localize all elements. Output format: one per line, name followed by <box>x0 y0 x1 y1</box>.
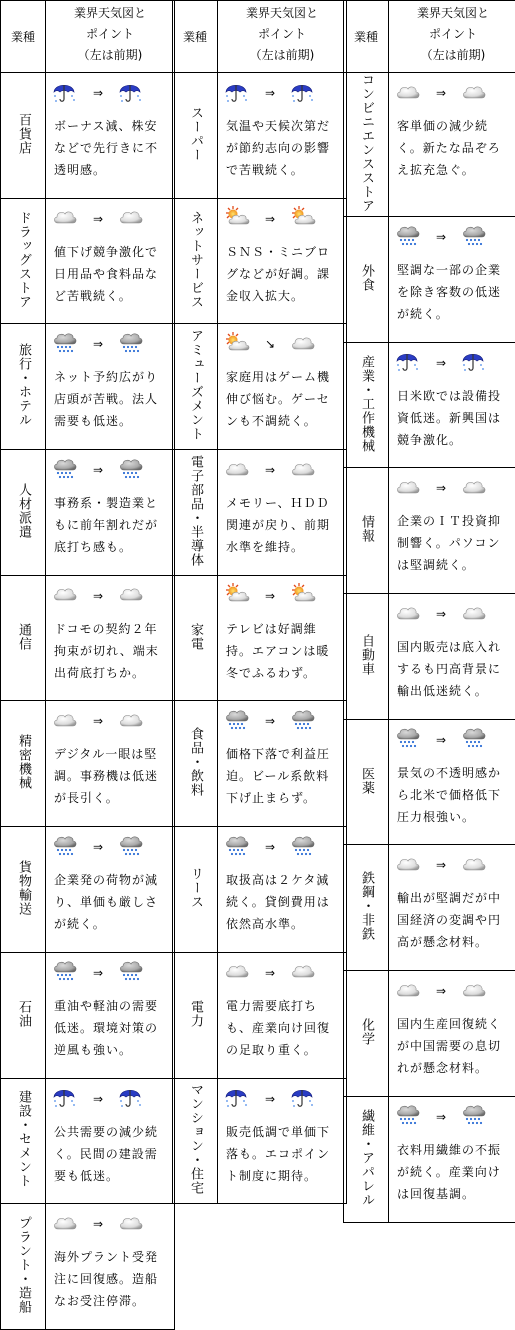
umbrella-icon <box>290 1085 316 1112</box>
forecast-cell <box>218 827 347 953</box>
industry-header: 業種 <box>173 1 218 73</box>
forecast-cell <box>46 450 175 576</box>
rain-icon <box>118 834 144 861</box>
industry-name-text: プラント・造船 <box>14 1216 32 1314</box>
forecast-cell <box>46 73 175 199</box>
industry-name-text: 食品・飲料 <box>186 727 204 797</box>
forecast-description: 輸出が堅調だが中国経済の変調や円高が懸念材料。 <box>389 885 515 953</box>
suncloud-icon <box>224 582 250 609</box>
rain-icon <box>52 959 78 986</box>
industry-name <box>173 1078 218 1204</box>
trend-arrow: ⇒ <box>421 984 461 998</box>
industry-name-text: 化学 <box>357 1018 375 1046</box>
industry-name <box>173 827 218 953</box>
forecast-cell <box>46 827 175 953</box>
rain-icon <box>395 1103 421 1130</box>
weather-trend <box>218 701 346 741</box>
trend-arrow: ⇒ <box>78 714 118 728</box>
forecast-cell <box>46 952 175 1078</box>
trend-arrow: ⇒ <box>421 86 461 100</box>
forecast-description: 景気の不透明感から北米で価格低下圧力根強い。 <box>389 760 515 828</box>
cloud-icon <box>224 457 250 484</box>
point-header-line-1: 業界天気図と <box>389 3 515 24</box>
trend-arrow: ⇒ <box>250 589 290 603</box>
forecast-description: ドコモの契約２年拘束が切れ、端末出荷底打ちか。 <box>46 616 174 684</box>
forecast-description: 気温や天候次第だが節約志向の影響で苦戦続く。 <box>218 113 346 181</box>
forecast-description: 堅調な一部の企業を除き客数の低迷が続く。 <box>389 257 515 325</box>
rain-icon <box>395 726 421 753</box>
umbrella-icon <box>52 80 78 107</box>
industry-name <box>173 701 218 827</box>
forecast-description: 衣料用繊維の不振が続く。産業向けは回復基調。 <box>389 1137 515 1205</box>
trend-arrow: ⇒ <box>250 966 290 980</box>
weather-trend <box>46 827 174 867</box>
industry-name-text: 精密機械 <box>14 734 32 790</box>
table-row <box>173 575 347 701</box>
rain-icon <box>461 1103 487 1130</box>
weather-trend <box>389 73 515 113</box>
weather-trend <box>389 720 515 760</box>
table-row <box>1 701 175 827</box>
forecast-cell <box>218 952 347 1078</box>
rain-icon <box>224 708 250 735</box>
forecast-description: 企業のＩＴ投資抑制響く。パソコンは堅調続く。 <box>389 508 515 576</box>
umbrella-icon <box>118 1085 144 1112</box>
forecast-cell <box>218 73 347 199</box>
rain-icon <box>395 224 421 251</box>
industry-name <box>1 73 46 199</box>
industry-name-text: アミューズメント <box>186 329 204 441</box>
header-row <box>173 1 347 73</box>
rain-icon <box>118 331 144 358</box>
industry-name-text: 外食 <box>357 264 375 292</box>
industry-name <box>173 450 218 576</box>
industry-name-text: 医薬 <box>357 767 375 795</box>
point-header <box>46 1 175 73</box>
forecast-cell <box>218 701 347 827</box>
point-header-line-1: 業界天気図と <box>46 3 174 24</box>
point-header-line-3: （左は前期) <box>389 45 515 66</box>
forecast-cell <box>389 845 515 971</box>
forecast-description: 国内生産回復続くが中国需要の息切れが懸念材料。 <box>389 1011 515 1079</box>
trend-arrow: ⇒ <box>250 714 290 728</box>
rain-icon <box>461 224 487 251</box>
cloud-icon <box>52 708 78 735</box>
table-row <box>344 73 515 217</box>
weather-trend <box>218 450 346 490</box>
forecast-cell <box>389 468 515 594</box>
forecast-description: 国内販売は底入れするも円高背景に輸出低迷続く。 <box>389 634 515 702</box>
forecast-description: 家庭用はゲーム機伸び悩む。ゲーセンも不調続く。 <box>218 364 346 432</box>
forecast-description: 客単価の減少続く。新たな品ぞろえ拡充急ぐ。 <box>389 113 515 181</box>
table-row <box>1 450 175 576</box>
table-row <box>344 342 515 468</box>
weather-trend <box>389 845 515 885</box>
cloud-icon <box>290 959 316 986</box>
trend-arrow: ⇒ <box>421 858 461 872</box>
trend-arrow: ⇒ <box>421 356 461 370</box>
industry-name <box>173 575 218 701</box>
table-row <box>344 971 515 1097</box>
table-row <box>173 827 347 953</box>
table-row <box>173 324 347 450</box>
table-row <box>344 1096 515 1222</box>
cloud-icon <box>461 80 487 107</box>
forecast-cell <box>218 1078 347 1204</box>
cloud-icon <box>395 475 421 502</box>
forecast-description: 企業発の荷物が減り、単価も厳しさが続く。 <box>46 867 174 935</box>
point-header-line-3: （左は前期) <box>218 45 346 66</box>
forecast-description: 日米欧では設備投資低迷。新興国は競争激化。 <box>389 383 515 451</box>
forecast-description: 価格下落で利益圧迫。ビール系飲料下げ止まらず。 <box>218 741 346 809</box>
column-block-3 <box>343 0 515 1223</box>
industry-name-text: 百貨店 <box>14 113 32 155</box>
rain-icon <box>52 457 78 484</box>
industry-name <box>173 73 218 199</box>
weather-trend <box>218 827 346 867</box>
table-row <box>344 845 515 971</box>
forecast-description: デジタル一眼は堅調。事務機は低迷が長引く。 <box>46 741 174 809</box>
trend-arrow: ⇒ <box>421 230 461 244</box>
table-row <box>344 217 515 343</box>
trend-arrow: ↘ <box>250 337 290 351</box>
weather-trend <box>46 199 174 239</box>
industry-name-text: 産業・工作機械 <box>357 355 375 453</box>
table-row <box>1 575 175 701</box>
cloud-icon <box>290 457 316 484</box>
industry-name <box>1 575 46 701</box>
forecast-description: メモリー、ＨＤＤ関連が戻り、前期水準を維持。 <box>218 490 346 558</box>
trend-arrow: ⇒ <box>250 840 290 854</box>
cloud-icon <box>118 708 144 735</box>
rain-icon <box>290 834 316 861</box>
industry-name <box>344 719 389 845</box>
industry-header: 業種 <box>344 1 389 73</box>
forecast-description: ＳＮＳ・ミニブログなどが好調。課金収入拡大。 <box>218 239 346 307</box>
table-row <box>173 450 347 576</box>
trend-arrow: ⇒ <box>421 481 461 495</box>
industry-name <box>1 1204 46 1330</box>
weather-trend <box>46 324 174 364</box>
trend-arrow: ⇒ <box>78 1217 118 1231</box>
weather-trend <box>46 953 174 993</box>
forecast-cell <box>46 198 175 324</box>
point-header-line-3: （左は前期) <box>46 45 174 66</box>
forecast-cell <box>218 450 347 576</box>
trend-arrow: ⇒ <box>250 463 290 477</box>
cloud-icon <box>52 582 78 609</box>
forecast-description: 販売低調で単価下落も。エコポイント制度に期待。 <box>218 1119 346 1187</box>
cloud-icon <box>395 80 421 107</box>
industry-name-text: 人材派遣 <box>14 483 32 539</box>
rain-icon <box>52 331 78 358</box>
forecast-cell <box>218 198 347 324</box>
table-row <box>173 952 347 1078</box>
suncloud-icon <box>290 205 316 232</box>
cloud-icon <box>395 601 421 628</box>
trend-arrow: ⇒ <box>421 607 461 621</box>
table-row <box>1 1078 175 1204</box>
industry-name-text: 貨物輸送 <box>14 860 32 916</box>
industry-name-text: 情報 <box>357 515 375 543</box>
trend-arrow: ⇒ <box>78 966 118 980</box>
umbrella-icon <box>395 349 421 376</box>
column-block-2 <box>172 0 347 1204</box>
forecast-description: 値下げ競争激化で日用品や食料品など苦戦続く。 <box>46 239 174 307</box>
industry-name-text: ドラッグストア <box>14 211 32 309</box>
point-header <box>389 1 515 73</box>
rain-icon <box>224 834 250 861</box>
umbrella-icon <box>224 80 250 107</box>
trend-arrow: ⇒ <box>78 86 118 100</box>
rain-icon <box>118 457 144 484</box>
umbrella-icon <box>290 80 316 107</box>
industry-name <box>344 594 389 720</box>
point-header-line-2: ポイント <box>46 24 174 45</box>
table-row <box>344 468 515 594</box>
industry-name-text: 旅行・ホテル <box>14 343 32 427</box>
weather-trend <box>389 1097 515 1137</box>
weather-trend <box>389 971 515 1011</box>
weather-trend <box>46 450 174 490</box>
industry-name <box>1 1078 46 1204</box>
cloud-icon <box>395 852 421 879</box>
industry-name <box>344 1096 389 1222</box>
trend-arrow: ⇒ <box>78 337 118 351</box>
forecast-cell <box>389 73 515 217</box>
industry-name-text: 繊維・アパレル <box>357 1109 375 1207</box>
trend-arrow: ⇒ <box>250 86 290 100</box>
forecast-description: 取扱高は２ケタ減続く。貸倒費用は依然高水準。 <box>218 867 346 935</box>
table-row <box>173 1078 347 1204</box>
table-row <box>1 827 175 953</box>
cloud-icon <box>461 852 487 879</box>
industry-name <box>173 952 218 1078</box>
weather-trend <box>46 1204 174 1244</box>
forecast-description: ボーナス減、株安などで先行きに不透明感。 <box>46 113 174 181</box>
forecast-cell <box>46 575 175 701</box>
trend-arrow: ⇒ <box>421 733 461 747</box>
forecast-description: 重油や軽油の需要低迷。環境対策の逆風も強い。 <box>46 993 174 1061</box>
table-row <box>344 594 515 720</box>
industry-name-text: 電力 <box>186 1000 204 1028</box>
cloud-icon <box>290 331 316 358</box>
industry-name-text: 電子部品・半導体 <box>186 455 204 567</box>
rain-icon <box>52 834 78 861</box>
cloud-icon <box>118 205 144 232</box>
point-header-line-2: ポイント <box>389 24 515 45</box>
weather-trend <box>389 594 515 634</box>
industry-name <box>1 827 46 953</box>
industry-name <box>344 342 389 468</box>
forecast-description: 電力需要底打ちも、産業向け回復の足取り重く。 <box>218 993 346 1061</box>
cloud-icon <box>461 601 487 628</box>
industry-name <box>1 952 46 1078</box>
forecast-cell <box>389 1096 515 1222</box>
industry-name <box>173 198 218 324</box>
forecast-cell <box>46 1204 175 1330</box>
header-row <box>1 1 175 73</box>
industry-name-text: 家電 <box>186 623 204 651</box>
trend-arrow: ⇒ <box>250 1092 290 1106</box>
industry-name-text: リース <box>186 867 204 909</box>
weather-trend <box>218 324 346 364</box>
table-row <box>344 719 515 845</box>
weather-trend <box>218 73 346 113</box>
forecast-cell <box>389 719 515 845</box>
point-header-line-2: ポイント <box>218 24 346 45</box>
table-row <box>173 701 347 827</box>
rain-icon <box>118 959 144 986</box>
weather-trend <box>46 701 174 741</box>
forecast-description: ネット予約広がり店頭が苦戦。法人需要も低迷。 <box>46 364 174 432</box>
table-row <box>1 1204 175 1330</box>
umbrella-icon <box>461 349 487 376</box>
forecast-description: 海外プラント受発注に回復感。造船なお受注停滞。 <box>46 1244 174 1312</box>
industry-name-text: ネットサービス <box>186 211 204 309</box>
weather-trend <box>389 217 515 257</box>
weather-trend <box>218 576 346 616</box>
cloud-icon <box>52 205 78 232</box>
weather-trend <box>389 468 515 508</box>
industry-name <box>344 971 389 1097</box>
industry-name-text: スーパー <box>186 106 204 162</box>
forecast-cell <box>218 575 347 701</box>
table-row <box>1 952 175 1078</box>
table-row <box>1 73 175 199</box>
forecast-cell <box>46 324 175 450</box>
industry-name-text: 通信 <box>14 623 32 651</box>
forecast-cell <box>46 1078 175 1204</box>
industry-name <box>344 468 389 594</box>
industry-name-text: コンビニエンスストア <box>357 73 375 213</box>
industry-name <box>1 701 46 827</box>
suncloud-icon <box>224 331 250 358</box>
header-row <box>344 1 515 73</box>
table-row <box>173 198 347 324</box>
industry-name <box>344 217 389 343</box>
industry-header: 業種 <box>1 1 46 73</box>
umbrella-icon <box>52 1085 78 1112</box>
industry-name <box>344 845 389 971</box>
forecast-cell <box>389 971 515 1097</box>
point-header <box>218 1 347 73</box>
forecast-description: テレビは好調維持。エアコンは暖冬でふるわず。 <box>218 616 346 684</box>
industry-name <box>344 73 389 217</box>
trend-arrow: ⇒ <box>78 1092 118 1106</box>
weather-trend <box>46 576 174 616</box>
trend-arrow: ⇒ <box>250 212 290 226</box>
trend-arrow: ⇒ <box>78 589 118 603</box>
forecast-description: 事務系・製造業ともに前年割れだが底打ち感も。 <box>46 490 174 558</box>
industry-name-text: 石油 <box>14 1000 32 1028</box>
point-header-line-1: 業界天気図と <box>218 3 346 24</box>
cloud-icon <box>118 1211 144 1238</box>
weather-trend <box>46 73 174 113</box>
trend-arrow: ⇒ <box>78 463 118 477</box>
weather-trend <box>218 953 346 993</box>
industry-name <box>1 450 46 576</box>
forecast-cell <box>218 324 347 450</box>
weather-trend <box>389 343 515 383</box>
trend-arrow: ⇒ <box>78 840 118 854</box>
cloud-icon <box>395 978 421 1005</box>
cloud-icon <box>118 582 144 609</box>
forecast-cell <box>389 342 515 468</box>
industry-name <box>1 198 46 324</box>
rain-icon <box>290 708 316 735</box>
forecast-cell <box>46 701 175 827</box>
weather-trend <box>218 199 346 239</box>
trend-arrow: ⇒ <box>421 1110 461 1124</box>
industry-name-text: 鉄鋼・非鉄 <box>357 871 375 941</box>
industry-name-text: 建設・セメント <box>14 1090 32 1188</box>
umbrella-icon <box>118 80 144 107</box>
suncloud-icon <box>224 205 250 232</box>
table-row <box>1 324 175 450</box>
industry-name-text: 自動車 <box>357 634 375 676</box>
suncloud-icon <box>290 582 316 609</box>
forecast-cell <box>389 594 515 720</box>
umbrella-icon <box>224 1085 250 1112</box>
table-row <box>1 198 175 324</box>
weather-trend <box>218 1079 346 1119</box>
table-row <box>173 73 347 199</box>
industry-name <box>1 324 46 450</box>
rain-icon <box>461 726 487 753</box>
industry-name <box>173 324 218 450</box>
cloud-icon <box>52 1211 78 1238</box>
trend-arrow: ⇒ <box>78 212 118 226</box>
forecast-cell <box>389 217 515 343</box>
column-block-1 <box>0 0 175 1330</box>
weather-trend <box>46 1079 174 1119</box>
forecast-description: 公共需要の減少続く。民間の建設需要も低迷。 <box>46 1119 174 1187</box>
cloud-icon <box>461 475 487 502</box>
cloud-icon <box>461 978 487 1005</box>
cloud-icon <box>224 959 250 986</box>
industry-name-text: マンション・住宅 <box>186 1083 204 1195</box>
